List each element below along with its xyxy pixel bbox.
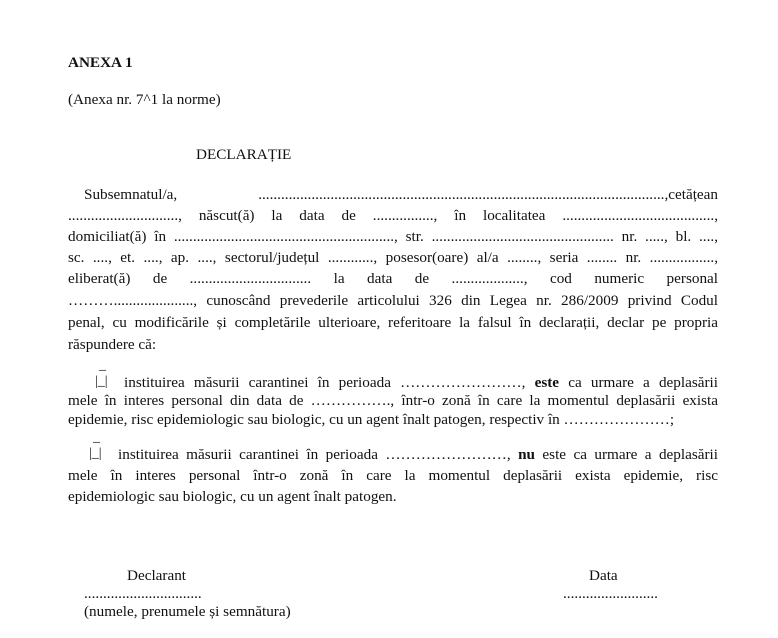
option-2-line-2: mele în interes personal într-o zonă în care la momentul deplasării exista epidemie, risc — [68, 467, 718, 484]
body-line: ………....................., cunoscând prevederile articolului 326 din Legea nr. 286/2009 privind Codul — [68, 292, 718, 309]
option-2-line-3: epidemiologic sau biologic, cu un agent înalt patogen. — [68, 488, 397, 505]
annex-note: (Anexa nr. 7^1 la norme) — [68, 91, 221, 108]
body-line: sc. ...., et. ...., ap. ...., sectorul/județul ............, posesor(oare) al/a ........, seria ........ nr. ................., — [68, 249, 718, 266]
checkbox-option-1[interactable]: |_| — [95, 374, 108, 389]
checkbox-top-mark: _ — [99, 358, 106, 373]
option-1-bold-word: este — [534, 374, 560, 391]
checkbox-option-2[interactable]: |_| — [89, 446, 102, 461]
option-2-bold-word: nu — [518, 446, 535, 463]
option-1-line-3: epidemie, risc epidemiologic sau biologic, cu un agent înalt patogen, respectiv în …………………; — [68, 411, 675, 428]
document-title: DECLARAȚIE — [196, 146, 292, 163]
date-line: ......................... — [563, 585, 658, 602]
checkbox-top-mark: _ — [93, 430, 100, 445]
body-line: ............................., născut(ă) la data de ................, în localitatea ........................................, — [68, 207, 718, 224]
declarant-signature-line: ............................... — [84, 585, 202, 602]
body-line: răspundere că: — [68, 336, 157, 353]
body-line: eliberat(ă) de ................................ la data de ..................., cod numeric personal — [68, 270, 718, 287]
declarant-label: Declarant — [127, 567, 187, 584]
option-1-line-2: mele în interes personal din data de ……………., într-o zonă în care la momentul deplasării exista — [68, 392, 718, 409]
body-line: penal, cu modificările și completările ulterioare, referitoare la falsul în declarații, declar pe propria — [68, 314, 718, 331]
option-2-line-1: instituirea măsurii carantinei în perioada ……………………, nu este ca urmare a deplasării — [118, 446, 718, 463]
date-label: Data — [589, 567, 618, 584]
declarant-note: (numele, prenumele și semnătura) — [84, 603, 291, 620]
annex-title: ANEXA 1 — [68, 54, 133, 71]
body-line: Subsemnatul/a, ...........................................................................................................,cetățean — [84, 186, 718, 203]
body-line: domiciliat(ă) în .........................................................., str. ................................................ nr. ....., bl. ...., — [68, 228, 718, 245]
option-1-line-1: instituirea măsurii carantinei în perioada ……………………, este ca urmare a deplasării — [124, 374, 718, 391]
